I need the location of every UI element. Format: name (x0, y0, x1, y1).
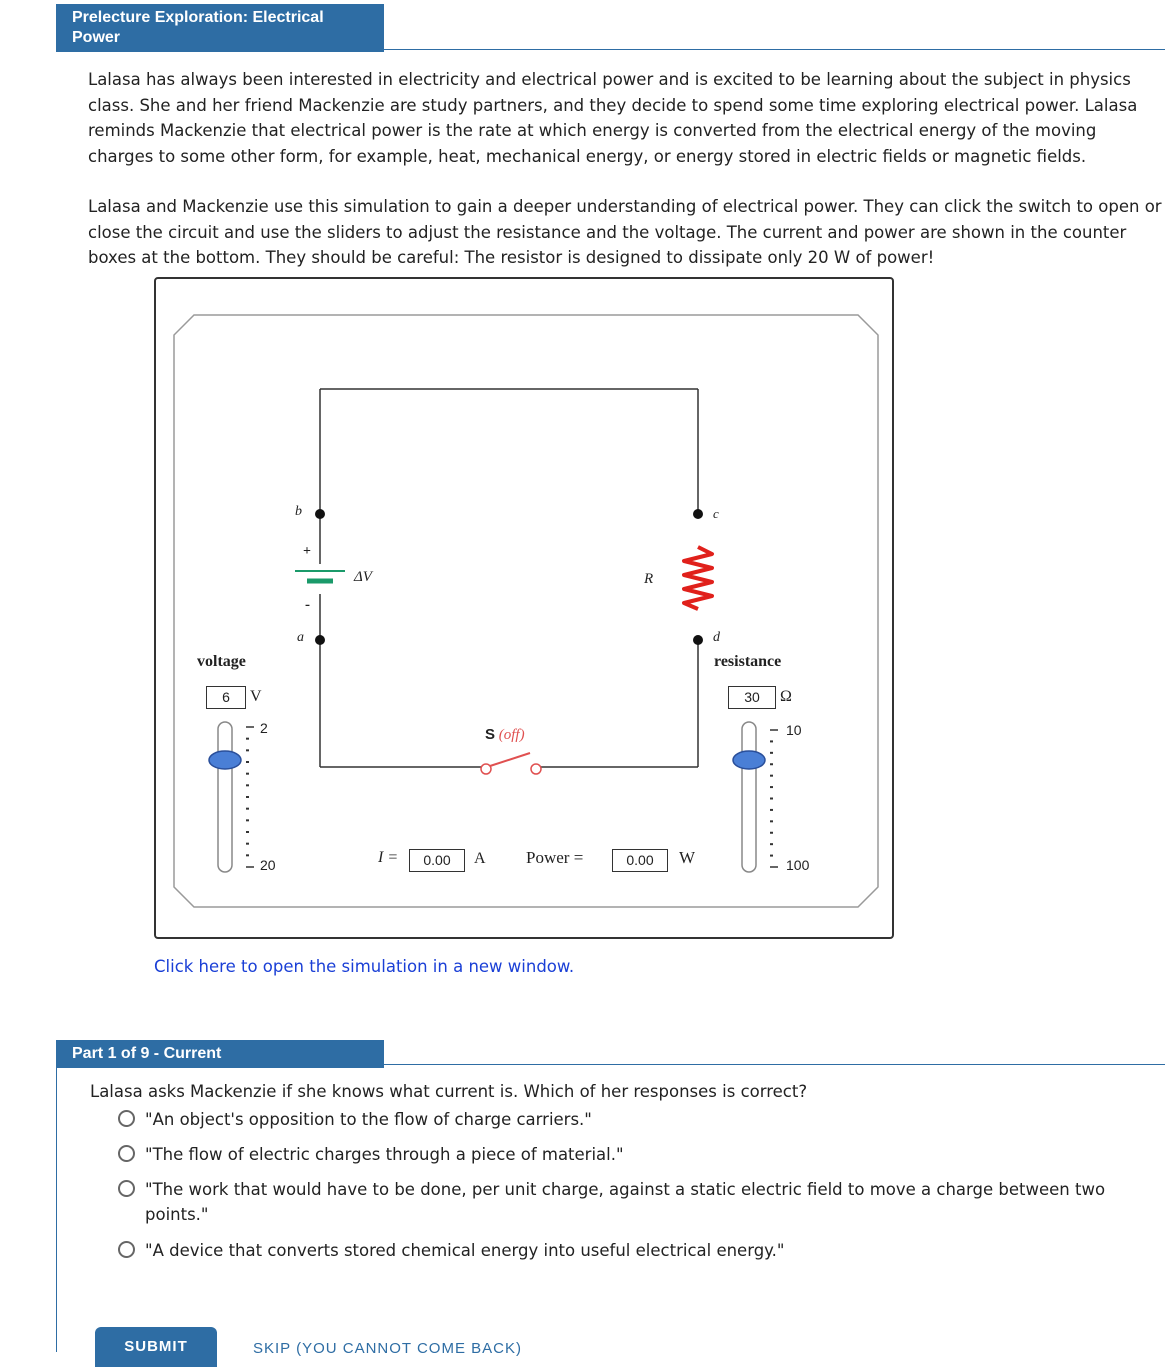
current-label: I = (378, 849, 399, 866)
node-d (693, 635, 703, 645)
resistance-min-label: 10 (786, 722, 802, 738)
option-text: "The flow of electric charges through a piece of material." (145, 1145, 624, 1164)
voltage-min-label: 2 (260, 720, 268, 736)
section-divider (56, 49, 1165, 50)
option-text: "A device that converts stored chemical energy into useful electrical energy." (145, 1241, 785, 1260)
radio-button[interactable] (118, 1145, 135, 1162)
current-unit: A (474, 850, 486, 867)
radio-button[interactable] (118, 1180, 135, 1197)
current-readout: 0.00 (409, 849, 465, 872)
resistance-max-label: 100 (786, 857, 810, 873)
switch-state: (off) (498, 727, 525, 743)
resistance-input[interactable]: 30 (728, 686, 776, 709)
skip-button[interactable]: SKIP (YOU CANNOT COME BACK) (253, 1340, 522, 1357)
question-text: Lalasa asks Mackenzie if she knows what current is. Which of her responses is correct? (90, 1082, 808, 1101)
simulation-frame (154, 277, 894, 939)
radio-button[interactable] (118, 1241, 135, 1258)
answer-option[interactable] (118, 1142, 624, 1167)
intro-paragraph-1: Lalasa has always been interested in electricity and electrical power and is excited to be learning about the subject in physics class. She and her friend Mackenzie are study partners, and they decide to spend some time exploring electrical power. Lalasa reminds Mackenzie that electrical power is the rate at which energy is converted from the electrical energy of the moving charges to some other form, for example, heat, mechanical energy, or energy stored in electric fields or magnetic fields. (88, 70, 1138, 166)
power-label: Power = (526, 848, 584, 867)
part-title: Part 1 of 9 - Current (56, 1040, 384, 1068)
node-b-label: b (295, 504, 302, 519)
node-c (693, 509, 703, 519)
resistance-label: resistance (714, 653, 782, 670)
option-text: "An object's opposition to the flow of charge carriers." (145, 1110, 592, 1129)
voltage-input[interactable]: 6 (206, 686, 246, 709)
answer-option[interactable] (118, 1107, 592, 1132)
switch-label: S (off) (485, 726, 525, 743)
voltage-slider-knob (209, 751, 241, 769)
open-simulation-link[interactable]: Click here to open the simulation in a new window. (154, 957, 575, 976)
node-c-label: c (713, 506, 719, 521)
answer-option[interactable] (118, 1238, 784, 1263)
submit-button[interactable]: SUBMIT (95, 1327, 217, 1367)
voltage-unit: V (250, 688, 262, 705)
battery-label: ΔV (354, 569, 372, 585)
power-readout: 0.00 (612, 849, 668, 872)
node-b (315, 509, 325, 519)
radio-button[interactable] (118, 1110, 135, 1127)
resistor-label: R (644, 571, 654, 587)
resistance-unit: Ω (780, 688, 792, 705)
voltage-label: voltage (197, 653, 246, 670)
intro-paragraph-2: Lalasa and Mackenzie use this simulation to gain a deeper understanding of electrical power. They can click the switch to open or close the circuit and use the sliders to adjust the resistance and the voltage. The current and power are shown in the counter boxes at the bottom. They should be careful: The resistor is designed to dissipate only 20 W of power! (88, 197, 1162, 267)
voltage-max-label: 20 (260, 857, 276, 873)
section-title: Prelecture Exploration: Electrical Power (56, 4, 384, 52)
panel-outline (174, 315, 878, 907)
battery-minus-label: - (305, 597, 310, 613)
node-a-label: a (297, 630, 304, 645)
option-text: "The work that would have to be done, per unit charge, against a static electric field to move a charge between two points." (145, 1180, 1106, 1224)
circuit-diagram (156, 279, 896, 941)
node-a (315, 635, 325, 645)
battery-plus-label: + (303, 544, 311, 559)
part-divider (56, 1064, 1165, 1065)
answer-option[interactable] (118, 1177, 1118, 1227)
power-unit: W (679, 848, 696, 867)
part-left-border (56, 1064, 57, 1352)
node-d-label: d (713, 630, 720, 645)
resistance-slider-knob (733, 751, 765, 769)
